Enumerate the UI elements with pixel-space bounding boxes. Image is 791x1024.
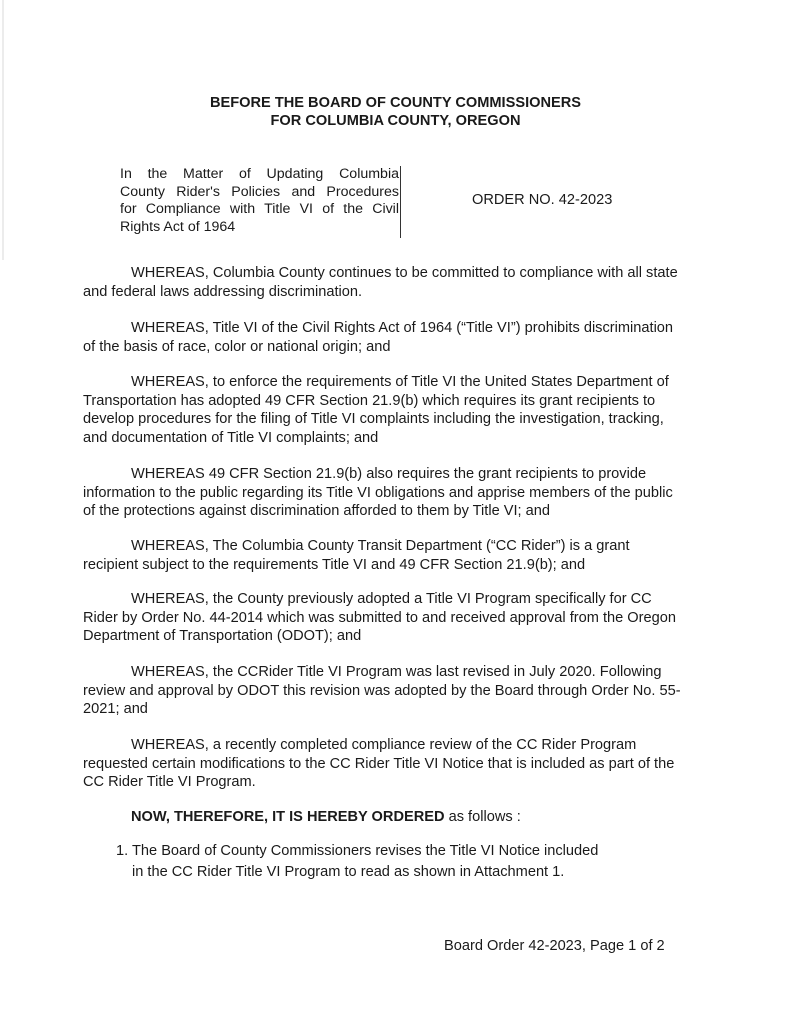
paragraph-line: WHEREAS, the County previously adopted a Title VI Program specifically for CC <box>131 591 652 607</box>
whereas-paragraph-5 <box>83 537 714 574</box>
heading-line-1: BEFORE THE BOARD OF COUNTY COMMISSIONERS <box>209 95 582 111</box>
paragraph-line: Rider by Order No. 44-2014 which was submitted to and received approval from the Oregon <box>83 609 676 626</box>
caption-line: for Compliance with Title VI of the Civil <box>120 201 399 217</box>
whereas-paragraph-7 <box>83 663 714 719</box>
whereas-paragraph-3 <box>83 373 714 447</box>
scan-edge-artifact <box>2 0 4 260</box>
paragraph-line: of the protections against discrimination afforded to them by Title VI; and <box>83 503 550 519</box>
paragraph-line: WHEREAS, a recently completed compliance review of the CC Rider Program <box>131 737 637 753</box>
paragraph-line: information to the public regarding its Title VI obligations and apprise members of the public <box>83 484 673 501</box>
paragraph-line: WHEREAS, The Columbia County Transit Department (“CC Rider”) is a grant <box>131 538 630 554</box>
matter-caption <box>120 166 399 236</box>
page-footer: Board Order 42-2023, Page 1 of 2 <box>444 938 665 954</box>
paragraph-line: and documentation of Title VI complaints; and <box>83 429 379 446</box>
heading-line-2: FOR COLUMBIA COUNTY, OREGON <box>270 113 521 129</box>
paragraph-line: recipient subject to the requirements Title VI and 49 CFR Section 21.9(b); and <box>83 556 586 573</box>
paragraph-line: CC Rider Title VI Program. <box>83 774 256 790</box>
item-line: in the CC Rider Title VI Program to read as shown in Attachment 1. <box>132 864 565 880</box>
document-heading <box>0 94 791 130</box>
paragraph-line: Transportation has adopted 49 CFR Section 21.9(b) which requires its grant recipients to <box>83 392 656 409</box>
ordered-clause-rest: as follows : <box>444 809 521 825</box>
paragraph-line: WHEREAS 49 CFR Section 21.9(b) also requires the grant recipients to provide <box>131 466 647 482</box>
whereas-paragraph-6 <box>83 590 714 646</box>
paragraph-line: develop procedures for the filing of Title VI complaints including the investigation, tracking, <box>83 411 664 427</box>
whereas-paragraph-1 <box>83 264 714 301</box>
caption-line: County Rider's Policies and Procedures <box>120 183 399 200</box>
caption-line: In the Matter of Updating Columbia <box>120 166 399 182</box>
whereas-paragraph-4 <box>83 465 714 521</box>
paragraph-line: requested certain modifications to the CC Rider Title VI Notice that is included as part of the <box>83 755 675 772</box>
item-line: The Board of County Commissioners revises the Title VI Notice included <box>132 843 599 859</box>
paragraph-line: WHEREAS, Title VI of the Civil Rights Act of 1964 (“Title VI”) prohibits discrimination <box>131 320 674 336</box>
caption-divider <box>400 166 401 238</box>
paragraph-line: Department of Transportation (ODOT); and <box>83 628 362 644</box>
ordered-clause-bold: NOW, THEREFORE, IT IS HEREBY ORDERED <box>131 809 445 825</box>
paragraph-line: and federal laws addressing discrimination. <box>83 283 363 300</box>
order-number: ORDER NO. 42-2023 <box>472 192 613 208</box>
paragraph-line: WHEREAS, to enforce the requirements of Title VI the United States Department of <box>131 374 669 390</box>
paragraph-line: of the basis of race, color or national origin; and <box>83 338 391 355</box>
item-number: 1. <box>116 843 129 859</box>
ordered-clause <box>131 809 521 825</box>
paragraph-line: 2021; and <box>83 701 148 717</box>
whereas-paragraph-2 <box>83 319 714 356</box>
paragraph-line: review and approval by ODOT this revision was adopted by the Board through Order No. 55- <box>83 682 681 699</box>
caption-line: Rights Act of 1964 <box>120 218 236 235</box>
whereas-paragraph-8 <box>83 736 714 792</box>
paragraph-line: WHEREAS, the CCRider Title VI Program was last revised in July 2020. Following <box>131 664 662 680</box>
paragraph-line: WHEREAS, Columbia County continues to be committed to compliance with all state <box>131 265 678 281</box>
